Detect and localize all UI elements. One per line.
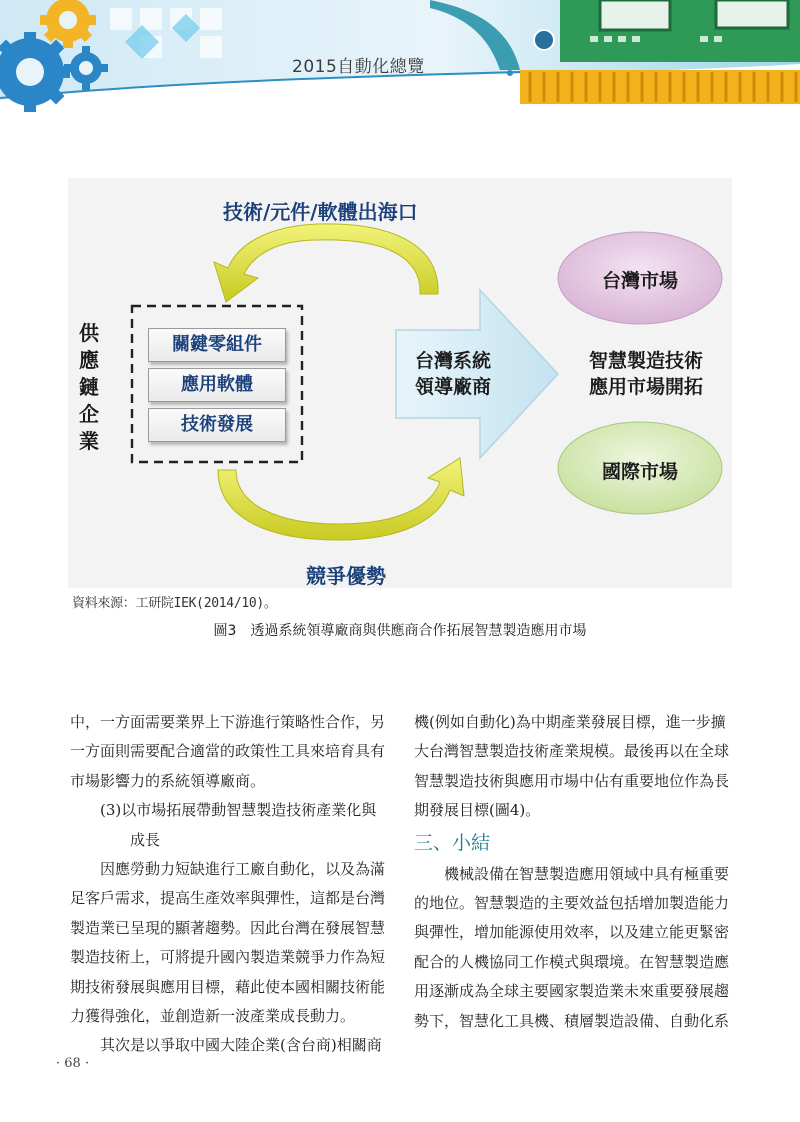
header-title: 2015自動化總覽 <box>292 57 425 77</box>
smart-label-line: 應用市場開拓 <box>588 376 703 398</box>
right-column <box>414 708 734 1036</box>
international-market-label: 國際市場 <box>601 461 678 483</box>
vendor-label-line: 台灣系統 <box>414 350 491 372</box>
left-column <box>70 708 390 1061</box>
paragraph: 機械設備在智慧製造應用領域中具有極重要的地位。智慧製造的主要效益包括增加製造能力與彈性，增加能源使用效率，以及建立能更緊密配合的人機協同工作模式與環境。在智慧製造應用逐漸成為全球主要國家製造業未來重要發展趨勢下，智慧化工具機、積層製造設備、自動化系 <box>414 864 730 1030</box>
paragraph: 其次是以爭取中國大陸企業(含台商)相關商 <box>100 1036 382 1055</box>
component-box-technology: 技術發展 <box>148 408 286 442</box>
figure-source: 資料來源：工研院IEK(2014/10)。 <box>72 596 277 611</box>
paragraph: 機(例如自動化)為中期產業發展目標，進一步擴大台灣智慧製造技術產業規模。最後再以在全球智慧製造技術與應用市場中佔有重要地位作為長期發展目標(圖4)。 <box>414 713 730 820</box>
top-curved-arrow <box>214 224 438 302</box>
supply-chain-char: 鏈 <box>79 375 99 399</box>
figure-caption: 圖3 透過系統領導廠商與供應商合作拓展智慧製造應用市場 <box>213 623 587 639</box>
smart-label-line: 智慧製造技術 <box>588 350 703 372</box>
component-box-software: 應用軟體 <box>148 368 286 402</box>
component-box-key-parts: 關鍵零組件 <box>148 328 286 362</box>
taiwan-market-label: 台灣市場 <box>601 270 678 292</box>
supply-chain-label <box>76 320 102 455</box>
supply-chain-char: 業 <box>79 429 99 453</box>
export-label: 技術/元件/軟體出海口 <box>223 200 418 224</box>
paragraph: 因應勞動力短缺進行工廠自動化，以及為滿足客戶需求，提高生產效率與彈性，這都是台灣製造業已呈現的顯著趨勢。因此台灣在發展智慧製造技術上，可將提升國內製造業競爭力作為短期技術發展與應用目標，藉此使本國相關技術能力獲得強化，並創造新一波產業成長動力。 <box>70 860 386 1026</box>
vendor-label <box>398 348 508 400</box>
page-number: · 68 · <box>56 1056 90 1071</box>
header-banner <box>0 0 800 118</box>
paragraph: 中，一方面需要業界上下游進行策略性合作，另一方面則需要配合適當的政策性工具來培育具有市場影響力的系統領導廠商。 <box>70 713 386 790</box>
bottom-curved-arrow <box>218 458 464 540</box>
competitive-advantage-label: 競爭優勢 <box>306 564 386 588</box>
supply-chain-char: 應 <box>79 348 99 372</box>
supply-chain-char: 企 <box>79 402 99 426</box>
smart-manufacturing-label <box>566 348 726 400</box>
supply-chain-char: 供 <box>79 321 99 345</box>
section-title: 三、小結 <box>414 831 491 854</box>
list-item-heading-cont: 成長 <box>130 830 161 849</box>
diagram-figure <box>68 178 732 588</box>
vendor-label-line: 領導廠商 <box>414 376 491 398</box>
list-item-heading: (3)以市場拓展帶動智慧製造技術產業化與 <box>100 801 377 820</box>
